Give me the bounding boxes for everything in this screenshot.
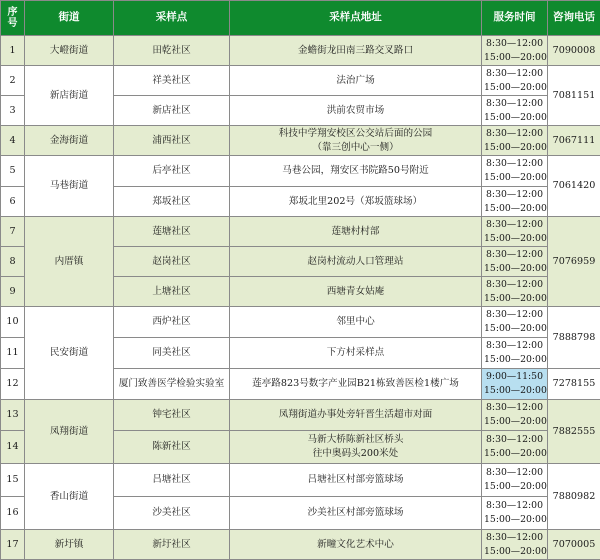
phone-number: 7067111 [548, 126, 600, 156]
time-afternoon: 15:00—20:00 [484, 81, 545, 95]
header-street: 街道 [25, 1, 114, 36]
header-time: 服务时间 [482, 1, 548, 36]
table-row [1, 156, 600, 187]
row-number: 14 [1, 431, 25, 464]
site-address [230, 400, 482, 431]
site-address [230, 277, 482, 307]
time-afternoon: 15:00—20:00 [484, 292, 545, 306]
site-name: 新店社区 [114, 96, 230, 126]
phone-number: 7081151 [548, 66, 600, 126]
row-number: 9 [1, 277, 25, 307]
time-afternoon: 15:00—20:00 [484, 262, 545, 276]
time-afternoon: 15:00—20:00 [484, 353, 545, 367]
street-name: 金海街道 [25, 126, 114, 156]
service-time [482, 497, 548, 530]
street-name: 民安街道 [25, 307, 114, 400]
time-morning: 8:30—12:00 [484, 499, 545, 513]
time-morning: 8:30—12:00 [484, 67, 545, 81]
time-morning: 8:30—12:00 [484, 37, 545, 51]
address-line: 往中奥码头200米处 [232, 447, 479, 461]
phone-number: 7278155 [548, 369, 600, 400]
site-name: 田乾社区 [114, 36, 230, 66]
address-line: 科技中学翔安校区公交站后面的公园 [232, 127, 479, 141]
service-time [482, 126, 548, 156]
address-line: 莲亭路823号数字产业园B21栋致善医检1楼广场 [232, 377, 479, 391]
site-name: 陈新社区 [114, 431, 230, 464]
time-morning: 8:30—12:00 [484, 248, 545, 262]
row-number: 11 [1, 338, 25, 369]
time-afternoon: 15:00—20:00 [484, 322, 545, 336]
time-afternoon: 15:00—20:00 [484, 51, 545, 65]
time-morning: 8:30—12:00 [484, 466, 545, 480]
address-line: 邻里中心 [232, 315, 479, 329]
site-address [230, 156, 482, 187]
table-row [1, 400, 600, 431]
row-number: 13 [1, 400, 25, 431]
time-morning: 8:30—12:00 [484, 157, 545, 171]
site-address [230, 338, 482, 369]
site-name: 厦门致善医学检验实验室 [114, 369, 230, 400]
phone-number: 7888798 [548, 307, 600, 369]
service-time [482, 247, 548, 277]
site-name: 后亭社区 [114, 156, 230, 187]
time-morning: 8:30—12:00 [484, 531, 545, 545]
address-line: 下方村采样点 [232, 346, 479, 360]
service-time [482, 530, 548, 560]
header-address: 采样点地址 [230, 1, 482, 36]
time-afternoon: 15:00—20:00 [484, 415, 545, 429]
site-address [230, 497, 482, 530]
row-number: 3 [1, 96, 25, 126]
header-site: 采样点 [114, 1, 230, 36]
street-name: 凤翔街道 [25, 400, 114, 464]
service-time [482, 217, 548, 247]
row-number: 10 [1, 307, 25, 338]
site-address [230, 126, 482, 156]
time-morning: 8:30—12:00 [484, 401, 545, 415]
site-address [230, 464, 482, 497]
table-row [1, 36, 600, 66]
site-name: 莲塘社区 [114, 217, 230, 247]
time-afternoon: 15:00—20:00 [484, 141, 545, 155]
time-morning: 9:00—11:50 [484, 370, 545, 384]
row-number: 8 [1, 247, 25, 277]
service-time [482, 464, 548, 497]
service-time [482, 187, 548, 217]
service-time [482, 36, 548, 66]
address-line: （靠三创中心一侧） [232, 141, 479, 155]
street-name: 新店街道 [25, 66, 114, 126]
time-morning: 8:30—12:00 [484, 97, 545, 111]
time-morning: 8:30—12:00 [484, 339, 545, 353]
table-row [1, 530, 600, 560]
time-morning: 8:30—12:00 [484, 127, 545, 141]
row-number: 5 [1, 156, 25, 187]
row-number: 17 [1, 530, 25, 560]
time-afternoon: 15:00—20:00 [484, 447, 545, 461]
site-address [230, 96, 482, 126]
site-address [230, 247, 482, 277]
site-address [230, 307, 482, 338]
time-afternoon: 15:00—20:00 [484, 202, 545, 216]
phone-number: 7070005 [548, 530, 600, 560]
service-time [482, 66, 548, 96]
service-time [482, 338, 548, 369]
row-number: 4 [1, 126, 25, 156]
table-row [1, 464, 600, 497]
phone-number: 7090008 [548, 36, 600, 66]
time-morning: 8:30—12:00 [484, 308, 545, 322]
address-line: 沙美社区村部旁篮球场 [232, 506, 479, 520]
service-time [482, 156, 548, 187]
service-time [482, 400, 548, 431]
row-number: 2 [1, 66, 25, 96]
table-row [1, 66, 600, 96]
site-name: 祥美社区 [114, 66, 230, 96]
site-name: 西炉社区 [114, 307, 230, 338]
address-line: 吕塘社区村部旁篮球场 [232, 473, 479, 487]
site-address [230, 36, 482, 66]
table-header-row [1, 1, 600, 36]
phone-number: 7076959 [548, 217, 600, 307]
row-number: 12 [1, 369, 25, 400]
time-morning: 8:30—12:00 [484, 278, 545, 292]
row-number: 7 [1, 217, 25, 247]
time-afternoon: 15:00—20:00 [484, 232, 545, 246]
service-time [482, 431, 548, 464]
street-name: 大嶝街道 [25, 36, 114, 66]
site-name: 浦西社区 [114, 126, 230, 156]
address-line: 西塘青女姑庵 [232, 285, 479, 299]
row-number: 6 [1, 187, 25, 217]
time-afternoon: 15:00—20:00 [484, 171, 545, 185]
table-row [1, 126, 600, 156]
row-number: 15 [1, 464, 25, 497]
time-afternoon: 15:00—20:00 [484, 513, 545, 527]
address-line: 莲塘村村部 [232, 225, 479, 239]
street-name: 新圩镇 [25, 530, 114, 560]
site-address [230, 431, 482, 464]
time-afternoon: 15:00—20:00 [484, 545, 545, 559]
street-name: 内厝镇 [25, 217, 114, 307]
service-time [482, 277, 548, 307]
site-name: 钟宅社区 [114, 400, 230, 431]
service-time [482, 96, 548, 126]
address-line: 金蟾街龙田南三路交叉路口 [232, 44, 479, 58]
time-morning: 8:30—12:00 [484, 218, 545, 232]
time-afternoon: 15:00—20:00 [484, 384, 545, 398]
site-name: 新圩社区 [114, 530, 230, 560]
site-name: 赵岗社区 [114, 247, 230, 277]
phone-number: 7880982 [548, 464, 600, 530]
time-morning: 8:30—12:00 [484, 188, 545, 202]
site-address [230, 187, 482, 217]
site-name: 上塘社区 [114, 277, 230, 307]
address-line: 新疃文化艺术中心 [232, 538, 479, 552]
site-name: 郑坂社区 [114, 187, 230, 217]
time-afternoon: 15:00—20:00 [484, 111, 545, 125]
row-number: 16 [1, 497, 25, 530]
address-line: 郑坂北里202号（郑坂篮球场） [232, 195, 479, 209]
address-line: 洪前农贸市场 [232, 104, 479, 118]
site-name: 吕塘社区 [114, 464, 230, 497]
time-afternoon: 15:00—20:00 [484, 480, 545, 494]
site-address [230, 530, 482, 560]
site-name: 同美社区 [114, 338, 230, 369]
address-line: 赵岗村流动人口管理站 [232, 255, 479, 269]
street-name: 马巷街道 [25, 156, 114, 217]
address-line: 马新大桥陈新社区桥头 [232, 433, 479, 447]
time-morning: 8:30—12:00 [484, 433, 545, 447]
table-row [1, 217, 600, 247]
service-time [482, 369, 548, 400]
table-row [1, 307, 600, 338]
site-address [230, 66, 482, 96]
address-line: 马巷公园，翔安区书院路50号附近 [232, 164, 479, 178]
header-phone: 咨询电话 [548, 1, 600, 36]
site-name: 沙美社区 [114, 497, 230, 530]
address-line: 凤翔街道办事处旁轩晋生活超市对面 [232, 408, 479, 422]
site-address [230, 369, 482, 400]
phone-number: 7882555 [548, 400, 600, 464]
address-line: 法治广场 [232, 74, 479, 88]
phone-number: 7061420 [548, 156, 600, 217]
header-seq: 序号 [1, 1, 25, 36]
site-address [230, 217, 482, 247]
street-name: 香山街道 [25, 464, 114, 530]
row-number: 1 [1, 36, 25, 66]
service-time [482, 307, 548, 338]
